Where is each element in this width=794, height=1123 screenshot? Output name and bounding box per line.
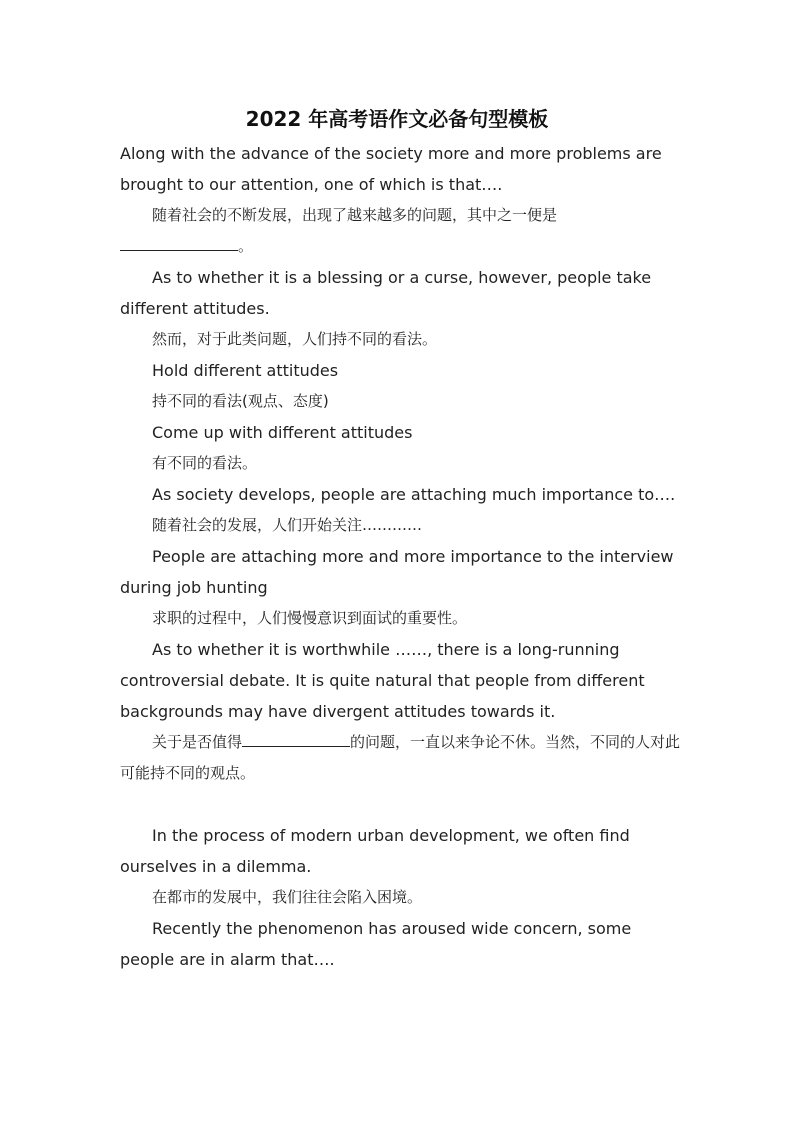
paragraph-phenomenon-en: Recently the phenomenon has aroused wide concern, some people are in alarm that….: [120, 919, 632, 969]
paragraph-intro-cn-text: 随着社会的不断发展，出现了越来越多的问题，其中之一便是: [152, 206, 558, 224]
paragraph-intro-cn: [120, 200, 690, 262]
paragraph-interview-cn: 求职的过程中，人们慢慢意识到面试的重要性。: [152, 609, 468, 627]
paragraph-worthwhile-cn-start: 关于是否值得: [152, 733, 243, 751]
paragraph-society-develops-en: As society develops, people are attaching much importance to….: [152, 485, 676, 504]
paragraph-society-develops-cn: 随着社会的发展，人们开始关注…………: [152, 516, 423, 534]
blank-line: [120, 789, 690, 820]
paragraph-interview-en: People are attaching more and more importance to the interview during job hunting: [120, 547, 674, 597]
paragraph-urban-cn: 在都市的发展中，我们往往会陷入困境。: [152, 888, 423, 906]
document-title: 2022 年高考语作文必备句型模板: [245, 107, 549, 131]
document-body: [120, 138, 690, 975]
fill-blank: [120, 232, 238, 251]
paragraph-blessing-en: As to whether it is a blessing or a curse, however, people take different attitudes.: [120, 268, 652, 318]
phrase-hold-attitudes-cn: 持不同的看法(观点、态度): [152, 392, 329, 410]
paragraph-urban-en: In the process of modern urban development, we often find ourselves in a dilemma.: [120, 826, 630, 876]
fill-blank: [242, 728, 350, 747]
paragraph-worthwhile-en: As to whether it is worthwhile ……, there is a long-running controversial debate. It is quite natural that people from different backgrounds may have divergent attitudes towards it.: [120, 640, 645, 721]
phrase-come-up-cn: 有不同的看法。: [152, 454, 258, 472]
paragraph-worthwhile-cn-end: 的问题，一直以来争论不休。当然，不同的人对此可能持不同的观点。: [120, 733, 681, 782]
paragraph-blessing-cn: 然而，对于此类问题，人们持不同的看法。: [152, 330, 438, 348]
phrase-come-up-en: Come up with different attitudes: [152, 423, 413, 442]
paragraph-intro-cn-end: 。: [238, 237, 254, 255]
paragraph-worthwhile-cn: [120, 727, 690, 789]
phrase-hold-attitudes-en: Hold different attitudes: [152, 361, 339, 380]
paragraph-intro-en: Along with the advance of the society more and more problems are brought to our attention, one of which is that….: [120, 144, 662, 194]
